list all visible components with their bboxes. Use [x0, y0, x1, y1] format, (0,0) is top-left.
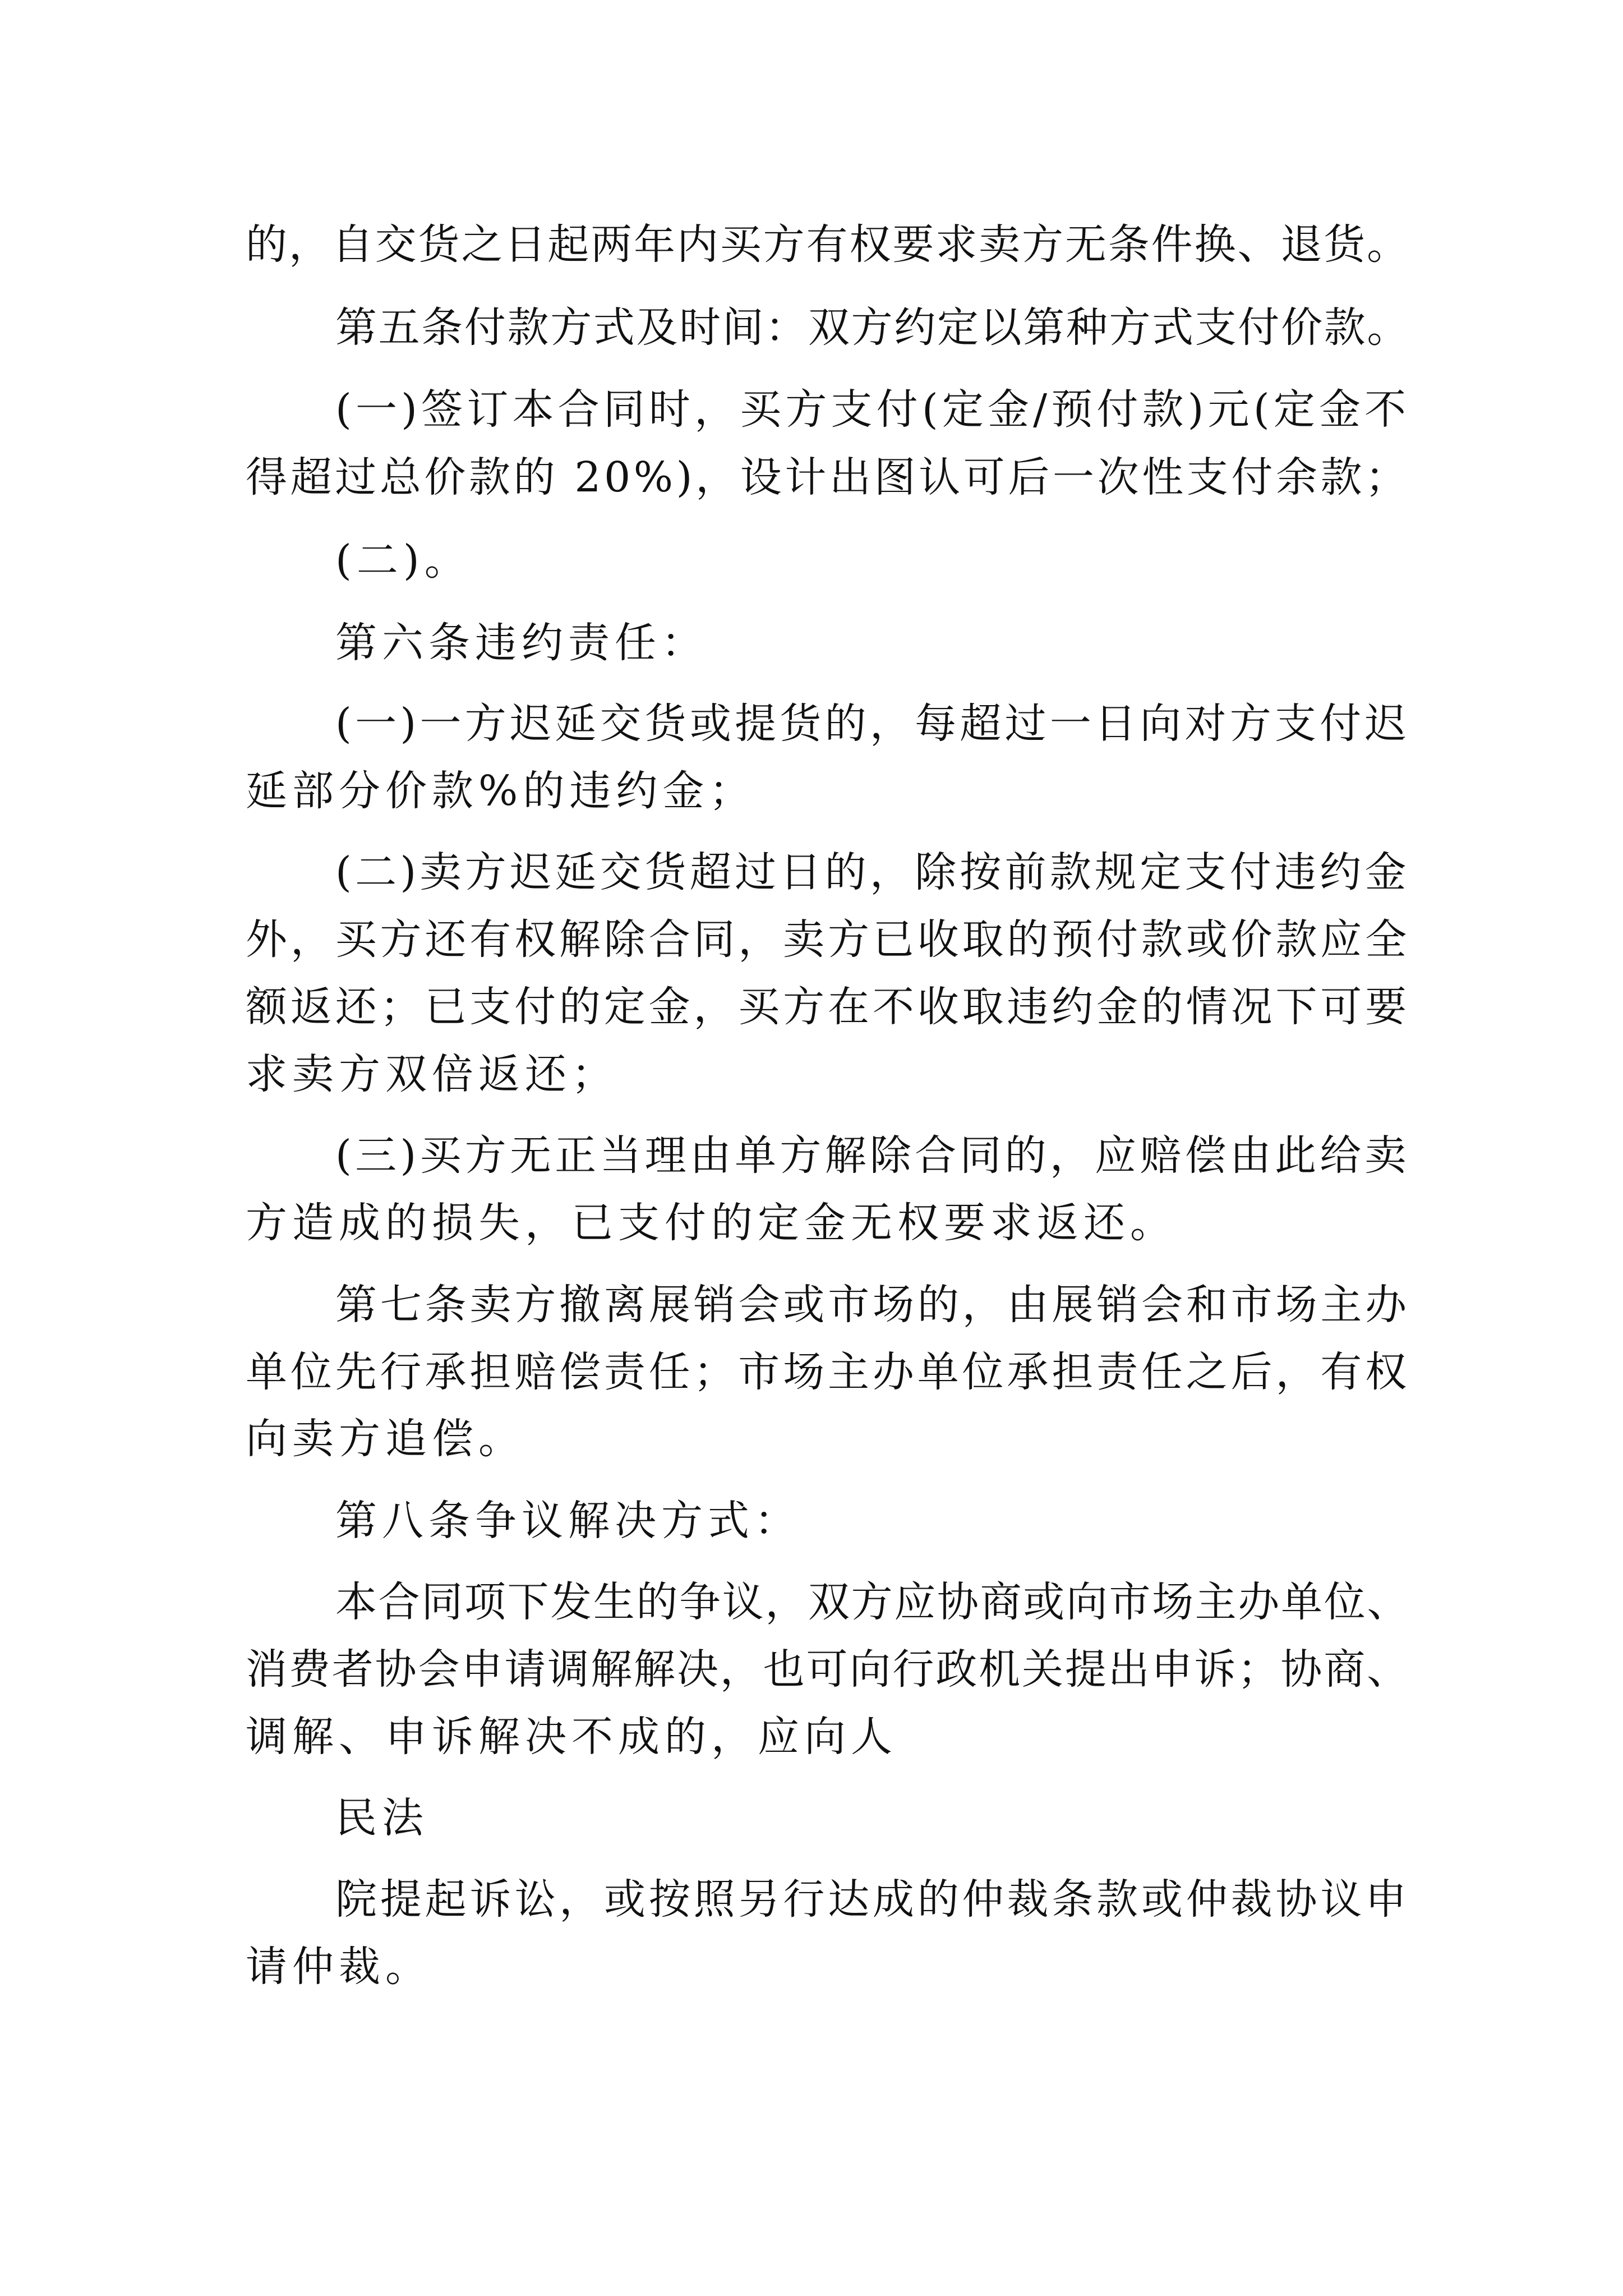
text-line: 方造成的损失，已支付的定金无权要求返还。 — [246, 1199, 1177, 1247]
text-line: 第六条违约责任： — [335, 619, 708, 667]
text-line: (三)买方无正当理由单方解除合同的，应赔偿由此给卖 — [335, 1131, 1410, 1180]
text-line: 单位先行承担赔偿责任；市场主办单位承担责任之后，有权 — [246, 1348, 1410, 1396]
text-line: 外，买方还有权解除合同，卖方已收取的预付款或价款应全 — [246, 915, 1410, 964]
text-line: (一)签订本合同时，买方支付(定金/预付款)元(定金不 — [335, 385, 1410, 434]
text-line: 额返还；已支付的定金，买方在不收取违约金的情况下可要 — [246, 983, 1410, 1031]
text-line: 得超过总价款的 20%)，设计出图认可后一次性支付余款； — [246, 453, 1410, 501]
text-line: (一)一方迟延交货或提货的，每超过一日向对方支付迟 — [335, 700, 1410, 748]
text-line: 求卖方双倍返还； — [246, 1050, 618, 1098]
text-line: 第五条付款方式及时间：双方约定以第种方式支付价款。 — [335, 303, 1410, 352]
text-line: 院提起诉讼，或按照另行达成的仲裁条款或仲裁协议申 — [335, 1875, 1410, 1924]
text-line: 第七条卖方撤离展销会或市场的，由展销会和市场主办 — [335, 1281, 1410, 1329]
text-line: 向卖方追偿。 — [246, 1415, 525, 1463]
text-line: (二)。 — [335, 536, 471, 585]
text-line: 延部分价款%的违约金； — [246, 767, 756, 815]
text-line: 调解、申诉解决不成的，应向人 — [246, 1713, 897, 1761]
text-line: 的，自交货之日起两年内买方有权要求卖方无条件换、退货。 — [246, 220, 1410, 269]
text-line: (二)卖方迟延交货超过日的，除按前款规定支付违约金 — [335, 848, 1410, 896]
text-line: 消费者协会申请调解解决，也可向行政机关提出申诉；协商、 — [246, 1645, 1410, 1694]
text-line: 民法 — [335, 1794, 428, 1842]
text-line: 本合同项下发生的争议，双方应协商或向市场主办单位、 — [335, 1578, 1410, 1626]
text-line: 请仲裁。 — [246, 1943, 432, 1991]
text-line: 第八条争议解决方式： — [335, 1497, 801, 1545]
